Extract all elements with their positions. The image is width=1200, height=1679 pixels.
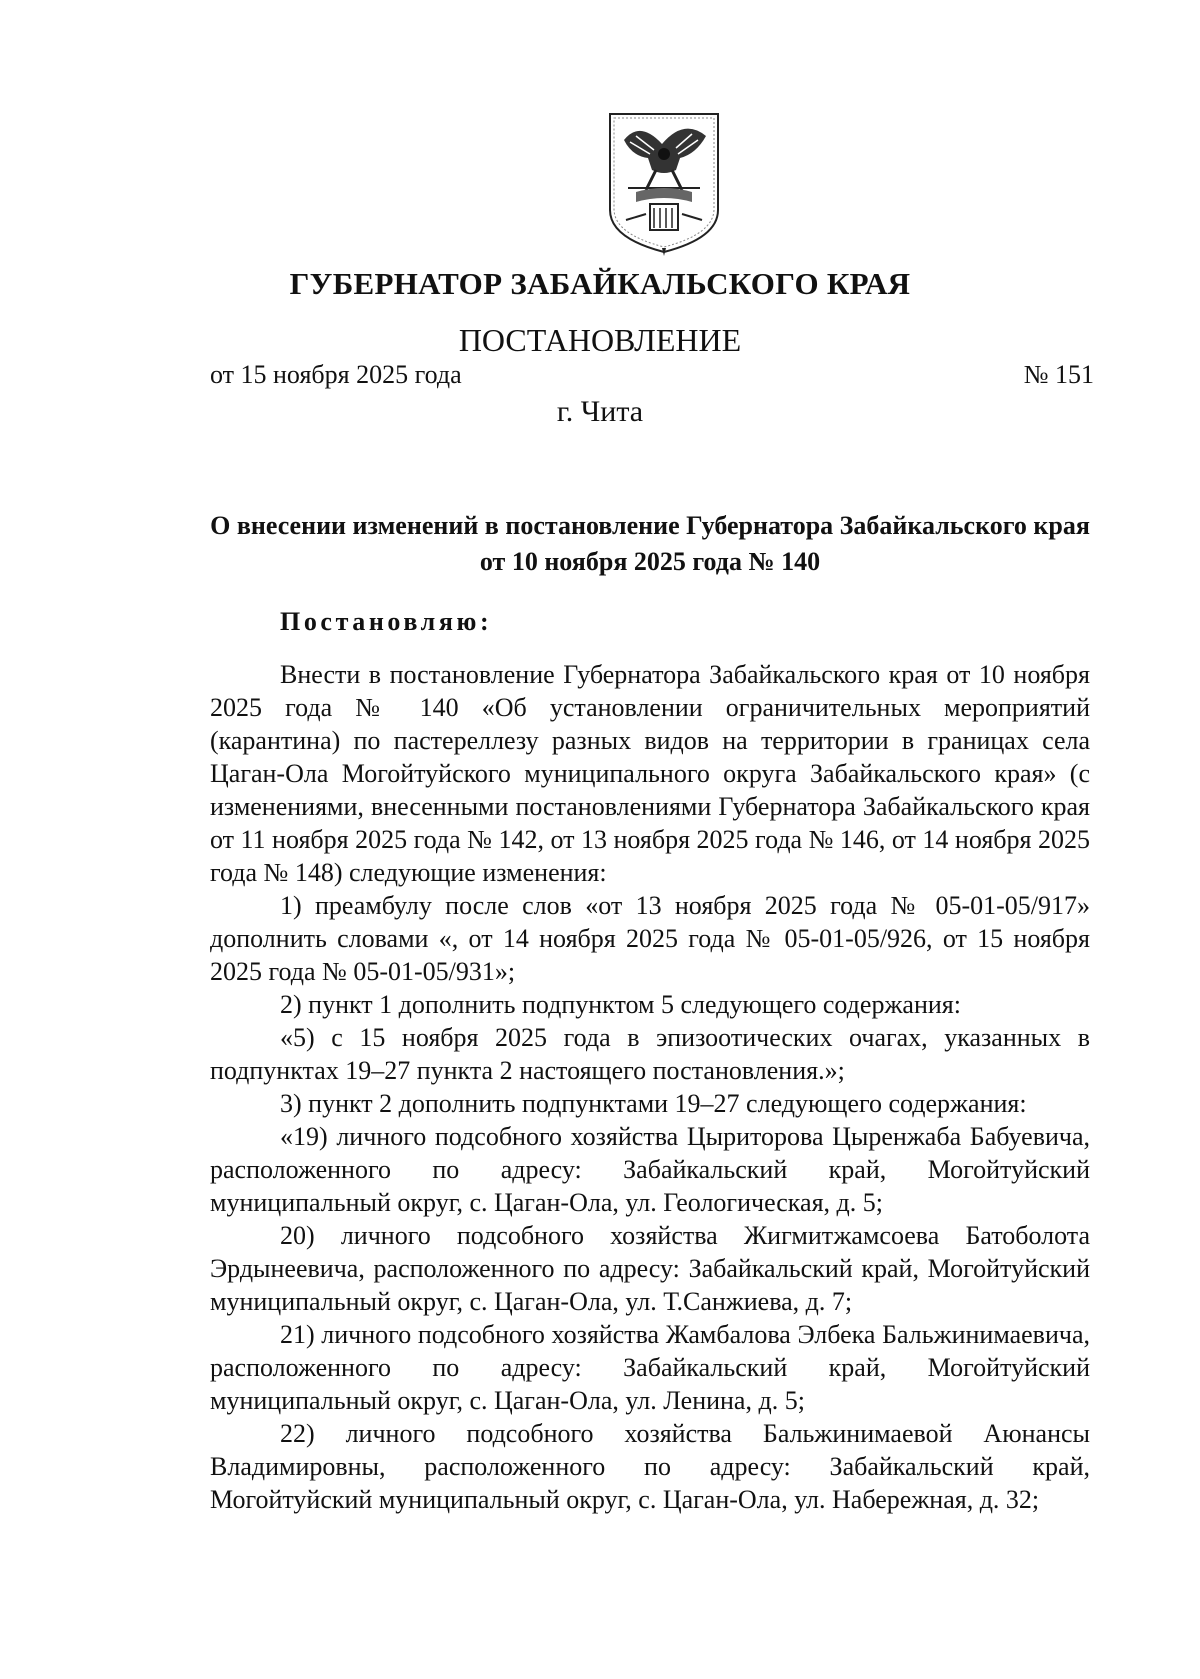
- body-paragraph: 22) личного подсобного хозяйства Бальжинимаевой Аюнансы Владимировны, расположенного по адресу: Забайкальский край, Могойтуйский муниципальный округ, с. Цаган-Ола, ул. Набережная, д. 32;: [210, 1419, 1090, 1514]
- body-paragraph: «5) с 15 ноября 2025 года в эпизоотических очагах, указанных в подпунктах 19–27 пункта 2 настоящего постановления.»;: [210, 1023, 1090, 1085]
- body-paragraph: 3) пункт 2 дополнить подпунктами 19–27 следующего содержания:: [280, 1089, 1027, 1118]
- document-number: № 151: [1023, 360, 1094, 389]
- body-paragraph: «19) личного подсобного хозяйства Цыриторова Цыренжаба Бабуевича, расположенного по адресу: Забайкальский край, Могойтуйский муниципальный округ, с. Цаган-Ола, ул. Геологическая, д. 5;: [210, 1122, 1090, 1217]
- resolve-heading: Постановляю:: [280, 607, 493, 636]
- document-date: от 15 ноября 2025 года: [210, 360, 462, 389]
- body-paragraph: 1) преамбулу после слов «от 13 ноября 2025 года № 05-01-05/917» дополнить словами «, от 14 ноября 2025 года № 05-01-05/926, от 15 ноября 2025 года № 05-01-05/931»;: [210, 891, 1090, 986]
- coat-of-arms-emblem-icon: [606, 110, 722, 256]
- authority-heading: ГУБЕРНАТОР ЗАБАЙКАЛЬСКОГО КРАЯ: [289, 266, 911, 301]
- body-paragraph: 20) личного подсобного хозяйства Жигмитжамсоева Батоболота Эрдынеевича, расположенного по адресу: Забайкальский край, Могойтуйский муниципальный округ, с. Цаган-Ола, ул. Т.Санжиева, д. 7;: [210, 1221, 1090, 1316]
- body-paragraph: Внести в постановление Губернатора Забайкальского края от 10 ноября 2025 года № 140 «Об установлении ограничительных мероприятий (карантина) по пастереллезу разных видов на территории в границах села Цаган-Ола Могойтуйского муниципального округа Забайкальского края» (с изменениями, внесенными постановлениями Губернатора Забайкальского края от 11 ноября 2025 года № 142, от 13 ноября 2025 года № 146, от 14 ноября 2025 года № 148) следующие изменения:: [210, 660, 1090, 887]
- body-paragraph: 21) личного подсобного хозяйства Жамбалова Элбека Бальжинимаевича, расположенного по адресу: Забайкальский край, Могойтуйский муниципальный округ, с. Цаган-Ола, ул. Ленина, д. 5;: [210, 1320, 1090, 1415]
- document-body: [210, 658, 1090, 1516]
- document-type-heading: ПОСТАНОВЛЕНИЕ: [458, 322, 742, 358]
- document-title: О внесении изменений в постановление Губернатора Забайкальского края от 10 ноября 2025 года № 140: [210, 511, 1090, 576]
- body-paragraph: 2) пункт 1 дополнить подпунктом 5 следующего содержания:: [280, 990, 961, 1019]
- document-city: г. Чита: [556, 395, 644, 428]
